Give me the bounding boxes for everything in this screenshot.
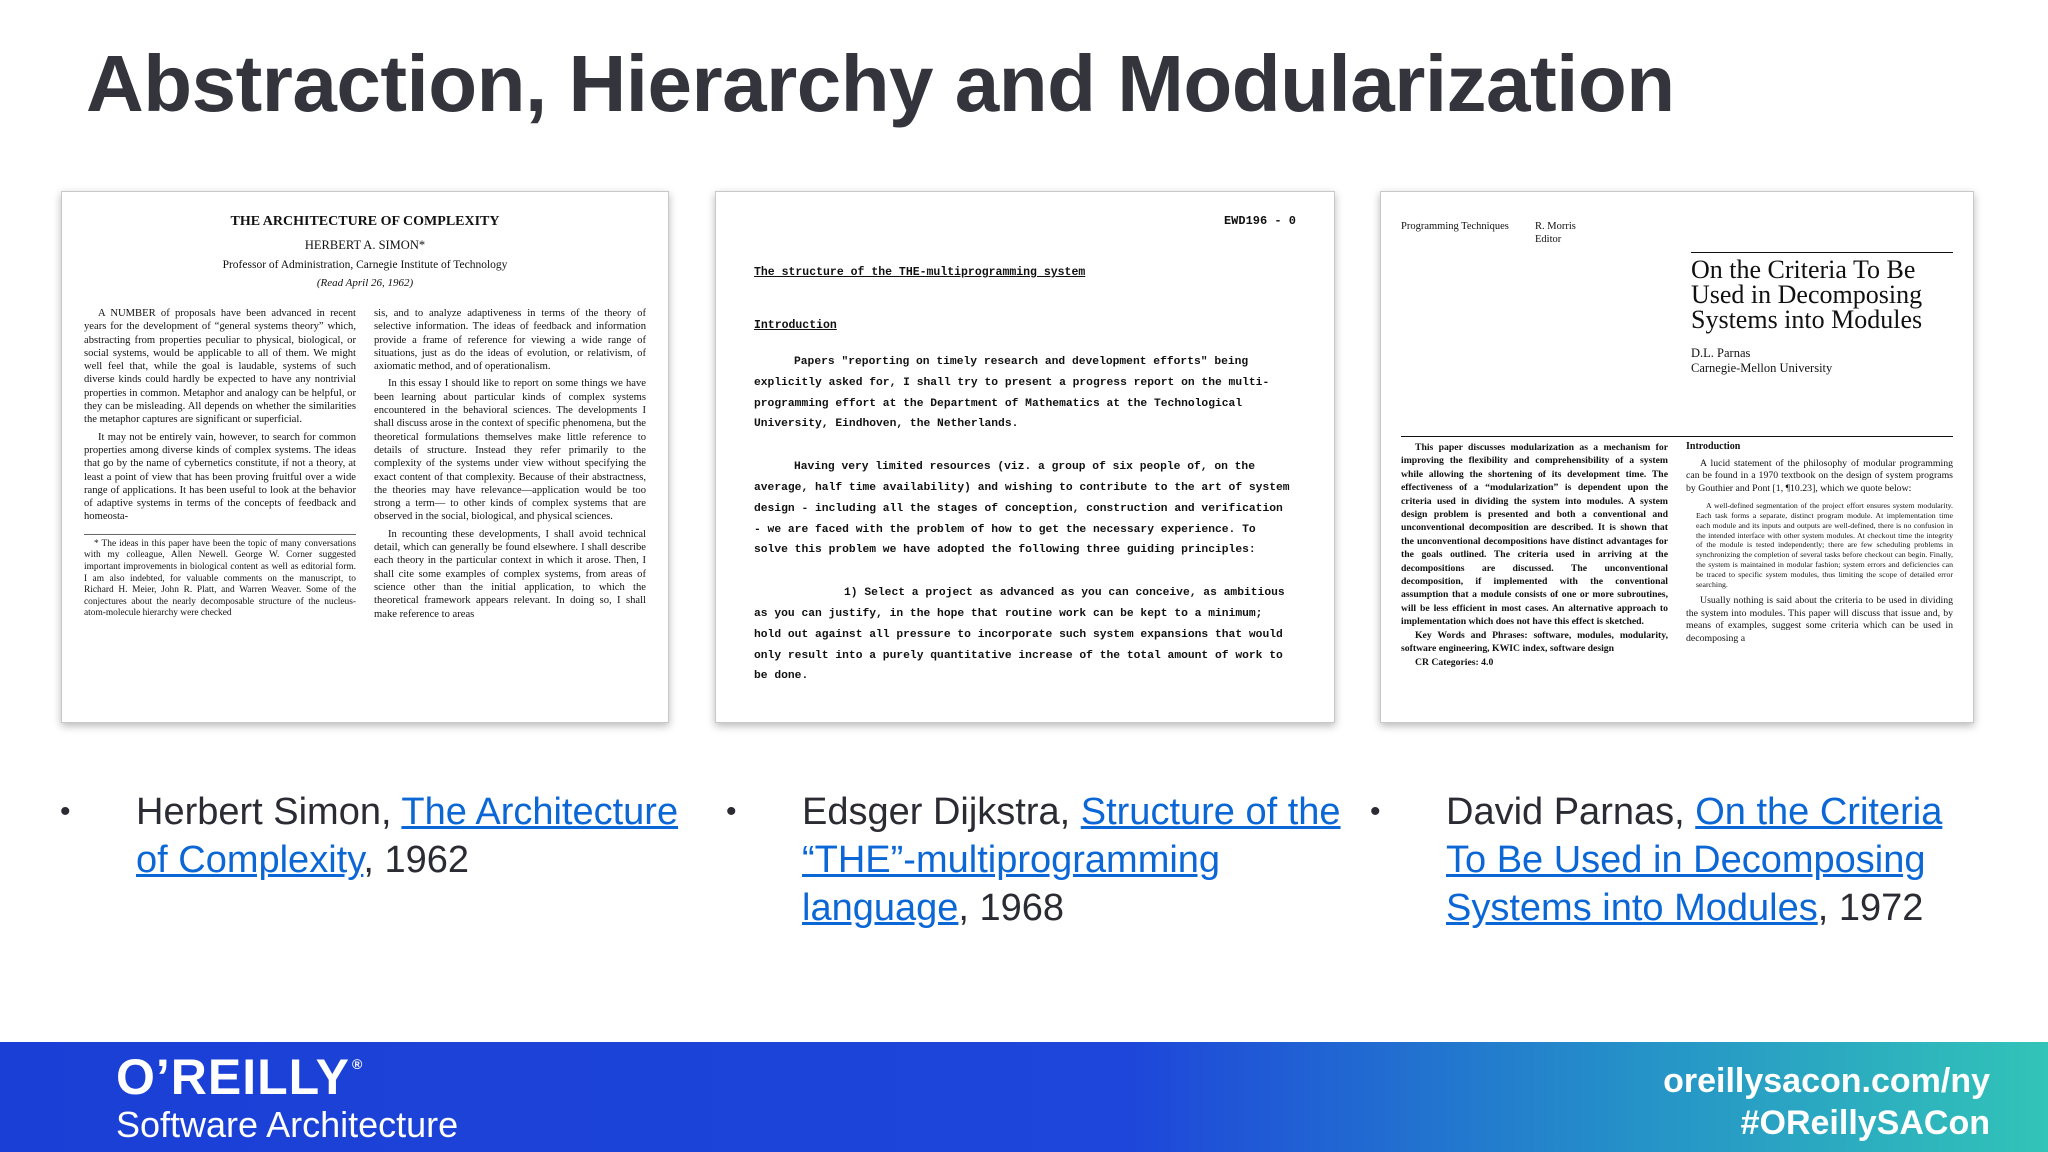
paper-column-left: [84, 307, 356, 625]
section-heading: Introduction: [754, 319, 837, 332]
paragraph: A NUMBER of proposals have been advanced in recent years for the development of “general systems theory” which, abstracting from properties peculiar to physical, biological, or social systems, would be applicable to all of them. We might well feel that, while the goal is laudable, systems of such diverse kinds could hardly be expected to have any nontrivial properties in common. Metaphor and analogy can be helpful, or they can be misleading. All depends on whether the similarities the metaphor captures are significant or superficial.: [84, 308, 356, 426]
event-name: Software Architecture: [116, 1104, 459, 1145]
event-website: oreillysacon.com/ny: [1663, 1062, 1990, 1100]
keywords: Key Words and Phrases: software, modules, modularity, software engineering, KWIC index, software design: [1401, 629, 1668, 655]
oreilly-logo: [116, 1048, 363, 1106]
paper-affiliation: Carnegie-Mellon University: [1691, 361, 1833, 375]
reference-text: [136, 788, 680, 884]
reference-author: Edsger Dijkstra,: [802, 791, 1081, 833]
paper-column-right: [374, 307, 646, 625]
section-heading: Introduction: [1686, 441, 1741, 452]
paper-header: [1401, 220, 1953, 246]
paper-title: On the Criteria To Be Used in Decomposing Systems into Modules: [1691, 255, 1923, 334]
reference-text: [1446, 788, 1970, 932]
reference-dijkstra: [726, 788, 1346, 932]
section-label: Programming Techniques: [1401, 221, 1509, 232]
reference-text: [802, 788, 1346, 932]
paragraph: Usually nothing is said about the criteria to be used in dividing the system into modules. This paper will discuss that issue and, by means of examples, suggest some criteria which can be used in decomposing a: [1686, 595, 1953, 644]
paragraph: 1) Select a project as advanced as you can conceive, as ambitious as you can justify, in the hope that routine work can be kept to a minimum; hold out against all pressure to incorporate such system expansions that would only result into a purely quantitative increase of the total amount of work to be done.: [754, 587, 1285, 683]
cr-categories: CR Categories: 4.0: [1415, 656, 1494, 668]
reference-year: , 1972: [1817, 887, 1924, 929]
paper-thumbnail-simon: [61, 191, 669, 723]
paragraph: sis, and to analyze adaptiveness in terms of the theory of selective information. The ideas of feedback and information provide a frame of reference for viewing a wide range of situations, just as do the ideas of evolution, or relativism, of axiomatic method, and of operationalism.: [374, 308, 646, 373]
editor-role: Editor: [1535, 234, 1562, 245]
paragraph: Having very limited resources (viz. a group of six people of, on the average, half time availability) and wishing to contribute to the art of system design - including all the stages of conception, construction and verification - we are faced with the problem of how to get the necessary experience. To solve this problem we have adopted the following three guiding principles:: [754, 461, 1290, 557]
paper-author: D.L. Parnas: [1691, 346, 1751, 360]
bullet-marker: •: [60, 795, 71, 828]
registered-mark: ®: [351, 1056, 364, 1072]
block-quote: A well-defined segmentation of the project effort ensures system modularity. Each task forms a separate, distinct program module. At implementation time each module and its inputs and outputs are well-defined, there is no confusion in the intended interface with other system modules. At checkout time the integrity of the module is tested independently; there are few scheduling problems in synchronizing the completion of several tasks before checkout can begin. Finally, the system is maintained in modular fashion; system errors and deficiencies can be traced to specific system modules, thus limiting the scope of detailed error searching.: [1696, 501, 1953, 589]
link-architecture-of-complexity[interactable]: The Architecture of Complexity: [136, 791, 679, 881]
editor-name: R. Morris: [1535, 221, 1576, 232]
footnote: * The ideas in this paper have been the topic of many conversations with my colleague, Allen Newell. George W. Corner suggested important improvements in biological content as well as editorial form. I am also indebted, for valuable comments on the manuscript, to Richard H. Meier, John R. Platt, and Warren Weaver. Some of the conjectures about the nearly decomposable structure of the nucleus-atom-molecule hierarchy were checked: [84, 534, 356, 620]
abstract-text: This paper discusses modularization as a mechanism for improving the flexibility and comprehensibility of a system while allowing the shortening of its development time. The effectiveness of a “modularization” is dependent upon the criteria used in dividing the system into modules. A system design problem is presented and both a conventional and unconventional decomposition are described. It is shown that the unconventional decompositions have distinct advantages for the goals outlined. The criteria used in arriving at the decompositions are discussed. The unconventional decomposition, if implemented with the conventional assumption that a module consists of one or more subroutines, will be less efficient in most cases. An alternative approach to implementation which does not have this effect is sketched.: [1401, 442, 1668, 628]
paragraph: In recounting these developments, I shall avoid technical detail, which can generally be found elsewhere. I shall describe each theory in the particular context in which it arose. Then, I shall cite some examples of complex systems, from areas of science other than the initial application, to which the theoretical framework appears relevant. In doing so, I shall make reference to areas: [374, 528, 646, 620]
paper-title: THE ARCHITECTURE OF COMPLEXITY: [230, 214, 500, 229]
paragraph: In this essay I should like to report on some things we have been learning about particular kinds of complex systems encountered in the behavioral sciences. The developments I shall discuss arose in the context of specific phenomena, but the theoretical formulations themselves make little reference to details of structure. Instead they refer primarily to the complexity of the systems under view without specifying the exact content of that complexity. Because of their abstractness, the theories may have relevance—application would be too strong a term— to other kinds of complex systems that are observed in the social, biological, and physical sciences.: [374, 378, 646, 523]
bullet-marker: •: [1370, 795, 1381, 828]
link-criteria-decomposing[interactable]: On the Criteria To Be Used in Decomposing Systems into Modules: [1446, 791, 1943, 929]
slide-title: Abstraction, Hierarchy and Modularization: [86, 39, 1675, 128]
footer-banner: [0, 1042, 2048, 1152]
paper-affiliation: Professor of Administration, Carnegie Institute of Technology: [222, 259, 508, 271]
brand-name: O’REILLY: [116, 1049, 350, 1105]
paper-author: HERBERT A. SIMON*: [304, 238, 426, 252]
reference-parnas: [1370, 788, 1970, 932]
paper-thumbnail-parnas: [1380, 191, 1974, 723]
event-hashtag: #OReillySACon: [1740, 1104, 1990, 1142]
divider: [1691, 252, 1953, 253]
paper-thumbnail-dijkstra: [715, 191, 1335, 723]
paper-author-block: [1691, 346, 1953, 376]
paragraph: A lucid statement of the philosophy of modular programming can be found in a 1970 textbook on the design of system programs by Gouthier and Pont [1, ¶10.23], which we quote below:: [1686, 458, 1953, 494]
paragraph: Papers "reporting on timely research and development efforts" being explicitly asked for, I shall try to present a progress report on the multi-programming effort at the Department of Mathematics at the Technological University, Eindhoven, the Netherlands.: [754, 356, 1270, 431]
reference-author: David Parnas,: [1446, 791, 1696, 833]
paper-date: (Read April 26, 1962): [316, 277, 414, 289]
reference-author: Herbert Simon,: [136, 791, 402, 833]
link-the-multiprogramming[interactable]: Structure of the “THE”-multiprogramming language: [802, 791, 1341, 929]
divider: [1401, 436, 1953, 437]
paper-columns: [1401, 441, 1953, 669]
editor-block: [1535, 220, 1576, 246]
paragraph: It may not be entirely vain, however, to search for common properties among diverse kinds of complex systems. The ideas that go by the name of cybernetics constitute, if not a theory, at least a point of view that has been proving fruitful over a wide range of applications. It has been useful to look at the behavior of adaptive systems in terms of the concepts of feedback and homeosta-: [84, 431, 356, 523]
paper-column-right: [1686, 441, 1953, 669]
paper-columns: [84, 307, 646, 625]
paper-title: The structure of the THE-multiprogramming system: [754, 266, 1086, 279]
document-code: EWD196 - 0: [1223, 214, 1296, 228]
reference-simon: [60, 788, 680, 884]
abstract: [1401, 441, 1668, 669]
reference-year: , 1962: [363, 839, 470, 881]
reference-year: , 1968: [958, 887, 1065, 929]
bullet-marker: •: [726, 795, 737, 828]
